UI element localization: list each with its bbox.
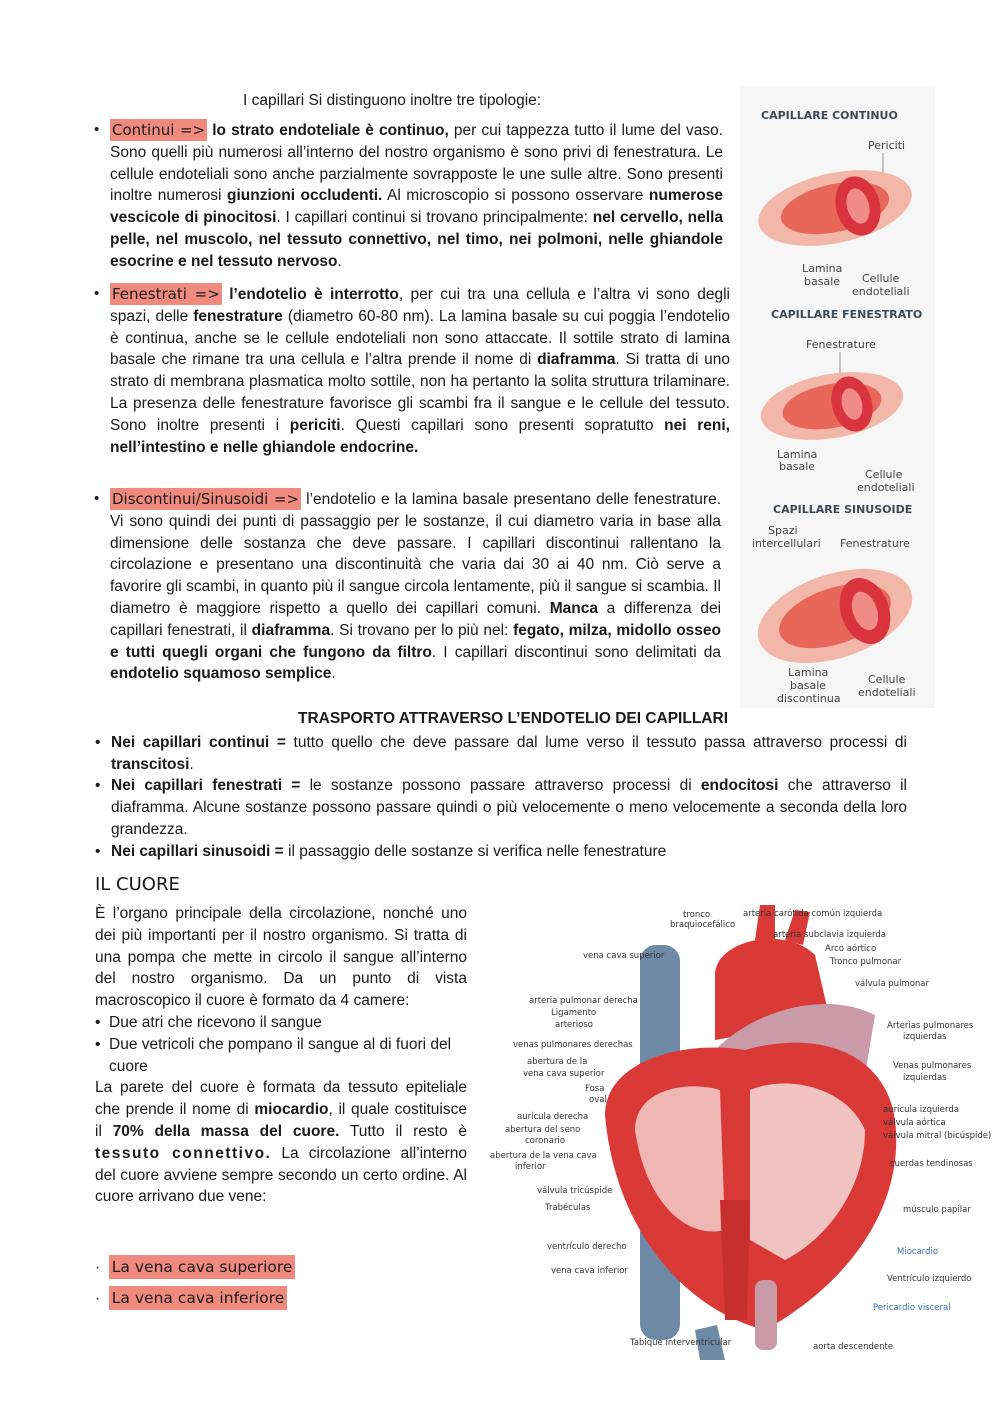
fenestrati-text2: (diametro 60-80 nm). La lamina basale su cui poggia l’endotelio è continua, anche se le cellule endoteliali non sono attaccate. Il sottile strato di lamina basale che rimane tra una cellula e l’altra prende il nome di <box>110 307 730 369</box>
bullet: · <box>95 1290 101 1307</box>
discontinui-paragraph <box>110 489 721 685</box>
transport-item-bold: Nei capillari fenestrati = <box>111 777 301 794</box>
bullet: • <box>95 734 101 751</box>
heart-label: aorta descendente <box>813 1342 894 1352</box>
cuore-paragraph1: È l’organo principale della circolazione, nonché uno dei più importanti per il nostro organismo. Si tratta di una pompa che mette in circolo il sangue all’interno del nostro organismo. Da un punto di vista macroscopico il cuore è formato da 4 camere: <box>95 905 467 1010</box>
transport-item-text2: che attraverso il diaframma. Alcune sostanze possono passare quindi o più velocemente o meno velocemente a seconda della loro grandezza. <box>111 777 908 838</box>
cuore-list-item: • Due vetricoli che pompano il sangue al di fuori del cuore <box>95 1034 467 1078</box>
fig-label: basale <box>804 275 841 288</box>
fig-label: Spazi <box>768 524 798 537</box>
discontinui-bold1: Manca <box>549 599 598 617</box>
vena-cava-superiore: La vena cava superiore <box>109 1255 296 1279</box>
capillari-figure <box>740 86 935 708</box>
fenestrati-paragraph <box>110 284 730 458</box>
cuore-text <box>95 903 467 1208</box>
fig-label: basale <box>790 679 827 692</box>
heart-label: coronario <box>525 1136 566 1146</box>
heart-label: aurícula izquierda <box>883 1105 959 1115</box>
fig-label: intercellulari <box>752 537 821 550</box>
vena-cava-inferiore: La vena cava inferiore <box>109 1286 288 1310</box>
heart-label: abertura de la vena cava <box>490 1151 597 1161</box>
fenestrati-bold5: nei reni, nell’intestino e nelle ghiandole endocrine. <box>110 416 730 456</box>
heart-label: Ventrículo izquierdo <box>887 1274 972 1284</box>
heart-label: Pericardio visceral <box>873 1303 951 1313</box>
heart-label: vena cava superior <box>523 1069 605 1079</box>
discontinui-bold4: endotelio squamoso semplice <box>110 665 332 683</box>
continui-text4: . <box>337 252 342 270</box>
heart-label: Arco aórtico <box>825 944 877 954</box>
transport-item <box>95 841 907 863</box>
discontinui-text5: . <box>331 665 336 683</box>
discontinui-text4: . I capillari discontinui sono delimitati da <box>431 643 721 661</box>
heart-label: válvula tricúspide <box>537 1186 613 1196</box>
fenestrati-bold2: fenestrature <box>193 307 283 325</box>
heart-label: tronco <box>683 910 711 920</box>
fig-label: endoteliali <box>858 686 916 699</box>
heart-label: Tronco pulmonar <box>830 957 902 967</box>
continui-bold4: nel cervello, nella pelle, nel muscolo, nel tessuto connettivo, nel timo, nei polmoni, nelle ghiandole esocrine e nel tessuto nervoso <box>110 209 724 270</box>
fig-label: Lamina <box>777 448 818 461</box>
heart-label: Trabéculas <box>545 1203 591 1213</box>
continui-text2: Al microscopio si possono osservare <box>382 187 649 205</box>
continui-text1: per cui tappezza tutto il lume del vaso. Sono quelli più numerosi all’interno del nostro organismo è sono privi di fenestratura. Le cellule endoteliali sono anche parzialmente sovrapposte le une sulle altre. Sono presenti inoltre numerosi <box>110 122 724 205</box>
heart-label: abertura del seno <box>505 1125 581 1135</box>
intro-line: I capillari Si distinguono inoltre tre tipologie: <box>243 92 542 109</box>
continui-bold2: giunzioni occludenti. <box>227 187 383 205</box>
continui-bold1: lo strato endoteliale è continuo, <box>212 122 449 139</box>
transport-item <box>95 732 907 776</box>
fenestrati-bold4: periciti <box>289 416 341 434</box>
bullet: • <box>95 777 101 794</box>
transport-item-text2: . <box>189 755 194 773</box>
heart-label: aurícula derecha <box>517 1112 589 1122</box>
heart-label: inferior <box>515 1162 546 1172</box>
heart-label: Arterias pulmonares <box>887 1021 974 1031</box>
discontinui-bold3: fegato, milza, midollo osseo e tutti quegli organi che fungono da filtro <box>110 621 722 661</box>
continui-paragraph <box>110 120 723 273</box>
fig-label: Lamina <box>802 262 843 275</box>
fig-label: Lamina <box>788 666 829 679</box>
heart-label: arteria subclavia izquierda <box>773 930 886 940</box>
cuore-paragraph2: La parete del cuore è formata da tessuto epiteliale che prende il nome di miocardio, il quale costituisce il 70% della massa del cuore. Tutto il resto è tessuto connettivo. La circolazione all’interno del cuore avviene sempre secondo un certo ordine. Al cuore arrivano due vene: <box>95 1079 467 1206</box>
heart-label: arteria pulmonar derecha <box>529 996 638 1006</box>
transport-item <box>95 775 907 840</box>
transport-item-bold: Nei capillari continui = <box>111 734 286 751</box>
heart-label: Miocardio <box>897 1247 939 1257</box>
transport-item-bold2: endocitosi <box>700 777 779 794</box>
fig-label: discontinua <box>777 692 841 705</box>
fenestrati-bold3: diaframma <box>537 351 616 369</box>
discontinui-bold2: diaframma <box>251 621 331 639</box>
fig-label: endoteliali <box>852 285 910 298</box>
fig-label: Fenestrature <box>806 338 876 351</box>
cuore-title: IL CUORE <box>95 874 180 895</box>
heart-label: válvula mitral (bicúspide) <box>883 1131 992 1141</box>
transport-item-text: tutto quello che deve passare dal lume verso il tessuto passa attraverso processi di <box>285 734 907 751</box>
heart-label: Tabique interventricular <box>630 1338 732 1348</box>
fig-label: Periciti <box>868 139 906 152</box>
heart-label: Venas pulmonares <box>893 1061 972 1071</box>
discontinui-text2: a differenza dei capillari fenestrati, il <box>110 599 722 639</box>
discontinui-text3: . Si trovano per lo più nel: <box>330 621 514 639</box>
heart-label: oval <box>589 1095 607 1105</box>
heart-label: cuerdas tendinosas <box>890 1159 973 1169</box>
heart-label: Ligamento <box>551 1008 597 1018</box>
fenestrati-text1: , per cui tra una cellula e l’altra vi sono degli spazi, delle <box>110 286 730 325</box>
fig-label: Cellule <box>868 673 906 686</box>
fig-label: basale <box>779 460 816 473</box>
bullet: • <box>94 121 100 138</box>
heart-label: izquierdas <box>903 1032 947 1042</box>
continui-text3: . I capillari continui si trovano principalmente: <box>276 209 593 227</box>
transport-item-bold: Nei capillari sinusoidi = <box>111 843 284 860</box>
fenestrati-text4: . Questi capillari sono presenti sopratutto <box>340 416 665 434</box>
fig-label: Fenestrature <box>840 537 910 550</box>
vena-item <box>95 1258 295 1277</box>
bullet: • <box>95 843 101 860</box>
transport-item-bold2: transcitosi <box>111 755 190 773</box>
heart-label: Fosa <box>585 1084 605 1094</box>
heart-label: válvula pulmonar <box>855 979 930 989</box>
cuore-list-item: • Due atri che ricevono il sangue <box>95 1012 467 1034</box>
heart-label: arterioso <box>555 1020 593 1030</box>
bullet: · <box>95 1259 101 1276</box>
fig-title-continuo: CAPILLARE CONTINUO <box>761 109 898 122</box>
fenestrati-tag: Fenestrati => <box>112 285 220 303</box>
heart-label: ventrículo derecho <box>547 1242 627 1252</box>
fenestrati-bold1: l’endotelio è interrotto <box>229 286 399 303</box>
heart-label: arteria carótida común izquierda <box>743 909 883 919</box>
bullet: • <box>94 285 100 302</box>
heart-label: vena cava inferior <box>551 1266 628 1276</box>
fenestrati-text3: . Si tratta di uno strato di membrana plasmatica molto sottile, non ha pertanto la solita struttura trilaminare. La presenza delle fenestrature favorisce gli scambi fra il sangue e le cellule del tessuto. Sono inoltre presenti i <box>110 351 731 434</box>
transport-item-text: le sostanze possono passare attraverso processi di <box>300 777 701 794</box>
bullet: • <box>94 490 100 507</box>
discontinui-tag: Discontinui/Sinusoidi => <box>112 490 300 508</box>
continui-tag: Continui => <box>112 121 206 139</box>
heart-label: abertura de la <box>527 1057 588 1067</box>
heart-label: músculo papilar <box>903 1205 971 1215</box>
heart-label: venas pulmonares derechas <box>513 1040 633 1050</box>
fig-label: endoteliali <box>857 481 915 494</box>
fig-title-sinusoide: CAPILLARE SINUSOIDE <box>773 503 913 516</box>
heart-label: válvula aórtica <box>883 1118 946 1128</box>
heart-label: izquierdas <box>903 1073 947 1083</box>
transport-item-text: il passaggio delle sostanze si verifica nelle fenestrature <box>283 843 667 860</box>
fig-label: Cellule <box>862 272 900 285</box>
continui-bold3: numerose vescicole di pinocitosi <box>110 187 723 227</box>
vena-item <box>95 1289 287 1308</box>
heart-figure <box>485 900 1000 1360</box>
heart-label: braquiocefálico <box>670 920 736 930</box>
fig-label: Cellule <box>865 468 903 481</box>
transport-title: TRASPORTO ATTRAVERSO L’ENDOTELIO DEI CAPILLARI <box>298 710 728 727</box>
fig-title-fenestrato: CAPILLARE FENESTRATO <box>771 308 923 321</box>
discontinui-text1: l’endotelio e la lamina basale presentano delle fenestrature. Vi sono quindi dei punti di passaggio per le sostanze, il cui diametro varia in base alla dimensione delle sostanza che deve passare. I capillari discontinui rallentano la circolazione e presentano una discontinuità che varia dai 30 ai 40 nm. Ciò serve a favorire gli scambi, in quanto più il sangue circola lentamente, più il sangue si scambia. Il diametro è maggiore rispetto a quello dei capillari comuni. <box>110 491 721 617</box>
heart-label: vena cava superior <box>583 951 665 961</box>
